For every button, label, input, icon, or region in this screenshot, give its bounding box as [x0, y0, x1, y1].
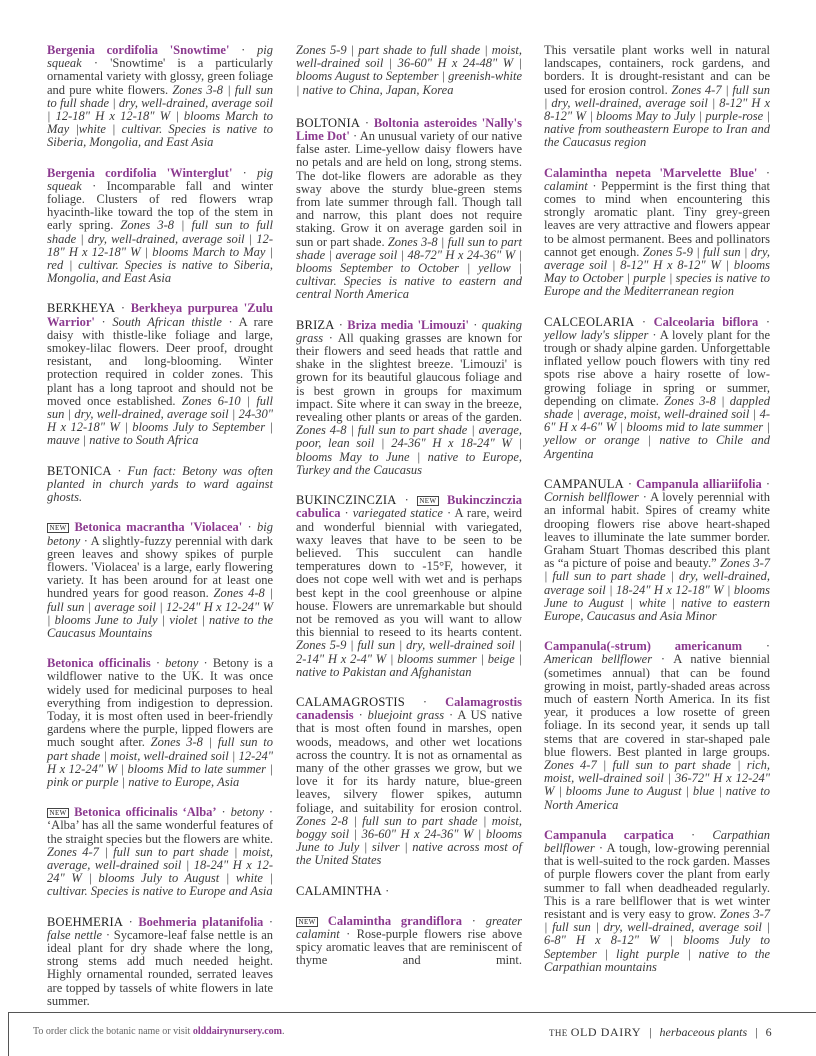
- separator: ·: [338, 317, 343, 332]
- plant-entry: [296, 117, 522, 302]
- separator: ·: [385, 883, 390, 898]
- separator: ·: [471, 913, 476, 928]
- plant-specs: Zones 3-8 | full sun to part shade | average soil | 48-72" H x 24-36" W | blooms September to October | yellow | cultivar. Species is native to eastern and central North America: [296, 234, 523, 302]
- separator: ·: [422, 694, 428, 709]
- genus-heading: BOEHMERIA: [47, 914, 124, 929]
- plant-entry: [296, 915, 522, 968]
- plant-entry: [544, 478, 770, 623]
- plant-specs: Zones 3-8 | dappled shade | average, moist, well-drained soil | 4-6" H x 4-6" W | blooms mid to late summer | yellow or orange | native to Chile and Argentina: [544, 393, 771, 461]
- separator: ·: [592, 178, 597, 193]
- genus-fun-fact: [47, 465, 273, 505]
- running-footer: [549, 1025, 772, 1040]
- plant-specs: Zones 4-7 | full sun to part shade | moist, average, well-drained soil | 18-24" H x 12-24" W | blooms July to August | white | cultivar. Species is native to Europe and Asia: [47, 844, 273, 899]
- plant-entry: [544, 167, 770, 299]
- botanic-name-link[interactable]: Briza media 'Limouzi': [347, 317, 469, 332]
- botanic-name-link[interactable]: Betonica macrantha 'Violacea': [74, 520, 243, 535]
- separator: ·: [105, 927, 111, 942]
- genus-heading: CALCEOLARIA: [544, 314, 635, 329]
- separator: ·: [627, 476, 633, 491]
- order-text: To order click the botanic name or visit: [33, 1026, 191, 1037]
- separator: ·: [641, 314, 647, 329]
- plant-description: An unusual variety of our native false aster. Lime-yellow daisy flowers have no petals and are held on long, strong stems. The dot-like flowers are adorable as they sway above the sturdy blue-green stems from late summer through fall. Though tall and narrow, this plant does not require staking. Grow it on average garden soil in sun or part shade.: [296, 129, 523, 249]
- new-badge: NEW: [296, 917, 318, 927]
- page-number: 6: [765, 1025, 772, 1039]
- plant-description: A tough, low-growing perennial that is well-suited to the rock garden. Masses of purple flowers cover the plant from early summer to fall when deadheaded regularly. This is a rare bellflower that is wet winter resistant and is very easy to grow.: [544, 840, 771, 921]
- separator: ·: [128, 914, 133, 929]
- plant-specs: Zones 4-7 | full sun | dry, well-drained, average soil | 8-12" H x 8-12" W | blooms May to July | purple-rose | native from southeastern Europe to Iran and the Caucasus region: [544, 82, 771, 150]
- plant-specs: Zones 4-8 | full sun to part shade | average, poor, lean soil | 24-36" H x 18-24" W | blooms May to June | native to Europe, Turkey and the Caucasus: [296, 423, 522, 477]
- genus-heading: CALAMAGROSTIS: [296, 694, 405, 709]
- separator: ·: [642, 490, 647, 505]
- common-name: calamint: [544, 178, 588, 193]
- separator: ·: [117, 463, 122, 478]
- new-badge: NEW: [47, 808, 69, 818]
- separator: ·: [473, 317, 478, 332]
- separator: ·: [221, 805, 226, 820]
- common-name: Cornish bellflower: [544, 490, 639, 505]
- botanic-name-link[interactable]: Boltonia asteroides 'Nally's Lime Dot': [296, 115, 523, 144]
- separator: ·: [268, 805, 274, 820]
- plant-description: A US native that is most often found in marshes, open woods, meadows, and other wet locations across the country. It is not as ornamental as many of the other grasses we grow, but we love it for its hardy nature, blue-green leaves, silvery flower spikes, autumn foliage, and suitability for erosion control.: [296, 708, 523, 815]
- plant-description: Incomparable fall and winter foliage. Clusters of red flowers wrap hyacinth-like toward the top of the stem in early spring.: [47, 178, 274, 233]
- plant-description: Sycamore-leaf false nettle is an ideal plant for dry shade where the long, strong stems add much needed height. Highly ornamental rounded, serrated leaves are topped by tassels of white flowers in late summer.: [47, 927, 274, 1008]
- plant-description: 'Snowtime' is a particularly ornamental variety with glossy, green foliage and pure white flowers.: [47, 56, 274, 97]
- botanic-name-link[interactable]: Bukinczinczia cabulica: [296, 493, 523, 521]
- separator: ·: [652, 327, 657, 342]
- genus-heading: BOLTONIA: [296, 115, 361, 130]
- genus-heading: BUKINCZINCZIA: [296, 493, 397, 508]
- botanic-name-link[interactable]: Boehmeria platanifolia: [138, 914, 264, 929]
- fun-fact: Fun fact: Betony was often planted in church yards to ward against ghosts.: [47, 463, 273, 505]
- separator: ·: [247, 520, 252, 535]
- separator: ·: [765, 639, 770, 654]
- plant-entry: [47, 302, 273, 447]
- plant-entry-continued: [544, 44, 770, 150]
- common-name: bluejoint grass: [367, 708, 445, 723]
- common-name: false nettle: [47, 927, 103, 942]
- plant-description: A slightly-fuzzy perennial with dark green leaves and showy spikes of purple flowers. 'Violacea' is a large, early flowering variety. It has been around for at least one hundred years for good reason.: [47, 533, 274, 601]
- separator: ·: [765, 476, 771, 491]
- botanic-name-link[interactable]: Berkheya purpurea 'Zulu Warrior': [47, 301, 273, 329]
- plant-description: A rare, weird and wonderful biennial with variegated, waxy leaves that have to be seen to be believed. This succulent can handle temperatures down to -15°F, however, it does not cope well with wet and is perhaps best kept in the cool greenhouse or alpine house. Flowers are unremarkable but should not be removed as you will want to allow this biennial to reseed to its hearts content.: [296, 506, 522, 640]
- column-2: [296, 44, 522, 985]
- plant-description: Peppermint is the first thing that comes to mind when encountering this strongly aromatic plant. Tiny grey-green leaves are very attractive and flowers appear to be almost permanent. Bees and pollinators cannot get enough.: [544, 178, 770, 259]
- plant-entry: [296, 696, 522, 868]
- botanic-name-link[interactable]: Betonica officinalis: [47, 656, 151, 671]
- separator: ·: [598, 840, 604, 855]
- separator: ·: [268, 914, 274, 929]
- plant-entry: [47, 167, 273, 286]
- plant-specs: Zones 3-7 | full sun to part shade | dry, well-drained, average soil | 18-24" H x 12-18" W | blooms June to August | white | native to eastern Europe, Caucasus and Asia Minor: [544, 556, 770, 623]
- separator: ·: [364, 115, 370, 130]
- separator: ·: [404, 493, 409, 508]
- brand-name: OLD DAIRY: [570, 1025, 642, 1039]
- plant-specs: Zones 6-10 | full sun | dry, well-drained, average soil | 24-30" H x 12-18" W | blooms July to September | mauve | native to South Africa: [47, 393, 273, 448]
- plant-entry: [296, 319, 522, 477]
- plant-specs: Zones 3-8 | full sun to part shade | moist, well-drained soil | 12-24" H x 12-24" W | blooms Mid to late summer | pink or purple | native to Europe, Asia: [47, 735, 273, 789]
- common-name: greater calamint: [296, 913, 523, 941]
- new-badge: NEW: [417, 496, 439, 506]
- plant-entry: [47, 44, 273, 150]
- plant-specs: Zones 5-9 | part shade to full shade | moist, well-drained soil | 36-60" H x 24-48" W | blooms August to September | greenish-white | native to China, Japan, Korea: [296, 43, 522, 97]
- botanic-name-link[interactable]: Campanula(-strum) americanum: [544, 639, 743, 654]
- plant-entry: [544, 829, 770, 974]
- separator: ·: [765, 314, 770, 329]
- common-name: South African thistle: [112, 314, 222, 329]
- plant-description: All quaking grasses are known for their flowers and seed heads that rattle and shake in the slightest breeze. 'Limouzi' is grown for its beautiful glaucous foliage and is best grown in groups for maximum impact. Site where it can sway in the breeze, revealing other plants or areas of the garden.: [296, 330, 523, 425]
- website-link[interactable]: olddairynursery.com: [192, 1026, 282, 1037]
- botanic-name-link[interactable]: Bergenia cordifolia 'Snowtime': [47, 43, 230, 57]
- botanic-name-link[interactable]: Calamintha grandiflora: [327, 913, 462, 928]
- genus-heading: CALAMINTHA: [296, 883, 383, 898]
- plant-entry: [544, 640, 770, 812]
- separator: ·: [83, 533, 88, 548]
- column-3: [544, 44, 770, 991]
- separator: ·: [241, 43, 246, 57]
- separator: ·: [446, 506, 452, 521]
- plant-specs: Zones 3-8 | full sun to full shade | dry, well-drained, average soil | 12-18" H x 12-18" W | blooms March to May |white | cultivar. Species is native to Siberia, Mongolia, and East Asia: [47, 82, 273, 150]
- plant-entry: [296, 494, 522, 679]
- separator: ·: [353, 129, 358, 144]
- footer-divider: |: [649, 1025, 652, 1039]
- separator: ·: [242, 165, 247, 180]
- botanic-name-link[interactable]: Bergenia cordifolia 'Winterglut': [47, 165, 233, 180]
- plant-description: A native biennial (sometimes annual) that can be found growing in moist, partly-shaded areas across much of eastern North America. In its fist year, it produces a low rosette of green foliage. In its second year, it sends up tall stems that are covered in star-shaped pale blue flowers. Best planted in large groups.: [544, 652, 770, 759]
- botanic-name-link[interactable]: Campanula carpatica: [544, 827, 674, 842]
- plant-description: This versatile plant works well in natural landscapes, containers, rock gardens, and borders. It is drought-resistant and can be used for erosion control.: [544, 43, 770, 97]
- botanic-name-link[interactable]: Calamintha nepeta 'Marvelette Blue': [544, 165, 758, 180]
- new-badge: NEW: [47, 523, 69, 533]
- genus-heading: CAMPANULA: [544, 476, 624, 491]
- separator: ·: [448, 708, 454, 723]
- botanic-name-link[interactable]: Calceolaria biflora: [653, 314, 759, 329]
- botanic-name-link[interactable]: Campanula alliariifolia: [636, 476, 762, 491]
- separator: ·: [765, 165, 770, 180]
- plant-description: Betony is a wildflower native to the UK. It was once widely used for medicinal purposes to heal everything from indigestion to depression. Today, it is most often used in beer-friendly gardens where the purple, lipped flowers are much sought after.: [47, 656, 274, 750]
- section-name: herbaceous plants: [659, 1025, 748, 1039]
- plant-entry: [47, 806, 273, 898]
- plant-entry-continued: [296, 44, 522, 97]
- plant-specs: Zones 3-7 | full sun | dry, well-drained, average soil | 6-8" H x 8-12" W | blooms July to September | light purple | native to the Carpathian mountains: [544, 906, 770, 974]
- separator: ·: [358, 708, 363, 723]
- separator: ·: [228, 314, 233, 329]
- plant-description: A rare daisy with thistle-like foliage and large, smokey-lilac flowers. Deer proof, drought resistant, and long-blooming. Winter protection required in colder zones. This plant has a long taproot and should not be moved once established.: [47, 314, 273, 408]
- common-name: Carpathian bellflower: [544, 827, 771, 855]
- separator: ·: [690, 827, 696, 842]
- order-note: [33, 1026, 284, 1037]
- plant-entry: [47, 521, 273, 640]
- plant-entry: [47, 916, 273, 1008]
- common-name: big betony: [47, 520, 274, 548]
- column-1: [47, 44, 273, 1025]
- plant-specs: Zones 4-8 | full sun | average soil | 12-24" H x 12-24" W | blooms June to July | violet | native to the Caucasus Mountains: [47, 586, 273, 640]
- common-name: pig squeak: [47, 165, 273, 193]
- plant-entry: [544, 316, 770, 461]
- plant-entry: [47, 657, 273, 789]
- common-name: yellow lady's slipper: [544, 327, 649, 342]
- common-name: quaking grass: [296, 317, 522, 345]
- order-text-end: .: [281, 1026, 285, 1037]
- separator: ·: [328, 330, 333, 345]
- genus-heading: BRIZA: [296, 317, 335, 332]
- plant-description: ‘Alba’ has all the same wonderful features of the straight species but the flowers are white.: [47, 818, 273, 846]
- plant-specs: Zones 5-9 | full sun | dry, well-drained soil | 2-14" H x 2-4" W | blooms summer | beige | native to Pakistan and Afghanistan: [296, 638, 522, 679]
- brand-prefix: THE: [549, 1028, 568, 1038]
- footer-divider: |: [755, 1025, 758, 1039]
- genus-heading-row: [296, 885, 522, 898]
- genus-heading: BETONICA: [47, 463, 112, 478]
- separator: ·: [93, 56, 98, 71]
- common-name: betony: [165, 656, 199, 671]
- separator: ·: [101, 314, 106, 329]
- plant-description: A lovely plant for the trough or shady alpine garden. Unforgettable inflated yellow pouch flowers with tiny red spots rise above a hairy rosette of low-growing foliage in spring or summer, depending on climate.: [544, 327, 771, 408]
- separator: ·: [92, 178, 97, 193]
- separator: ·: [346, 926, 351, 941]
- separator: ·: [344, 506, 349, 521]
- separator: ·: [203, 656, 208, 671]
- common-name: pig squeak: [47, 43, 274, 71]
- botanic-name-link[interactable]: Calamagrostis canadensis: [296, 694, 522, 723]
- genus-heading: BERKHEYA: [47, 301, 116, 316]
- plant-specs: Zones 5-9 | full sun | dry, average soil | 8-12" H x 8-12" W | blooms May to October | purple | species is native to Europe and the Mediterranean region: [544, 244, 771, 299]
- plant-description: A lovely perennial with an informal habit. Spires of creamy white drooping flowers rise above heart-shaped leaves to illuminate the late summer border. Graham Stuart Thomas described this plant as “a picture of poise and beauty.”: [544, 490, 771, 571]
- botanic-name-link[interactable]: Betonica officinalis ‘Alba’: [74, 805, 217, 820]
- plant-specs: Zones 4-7 | full sun to part shade | rich, moist, well-drained soil | 36-72" H x 12-24" W | blooms June to August | blue | native to North America: [544, 757, 770, 812]
- common-name: American bellflower: [544, 652, 653, 667]
- common-name: variegated statice: [352, 506, 443, 521]
- separator: ·: [120, 301, 126, 316]
- plant-specs: Zones 2-8 | full sun to part shade | moist, boggy soil | 36-60" H x 24-36" W | blooms June to July | silver | native across most of the United States: [296, 813, 522, 868]
- plant-specs: Zones 3-8 | full sun to full shade | dry, well-drained, average soil | 12-18" H x 12-18" W | blooms March to May | red | cultivar. Species is native to Siberia, Mongolia, and East Asia: [47, 218, 273, 286]
- separator: ·: [155, 656, 160, 671]
- common-name: betony: [230, 805, 264, 820]
- separator: ·: [660, 652, 666, 667]
- plant-description: Rose-purple flowers rise above spicy aromatic leaves that are reminiscent of thyme and mint.: [296, 926, 523, 968]
